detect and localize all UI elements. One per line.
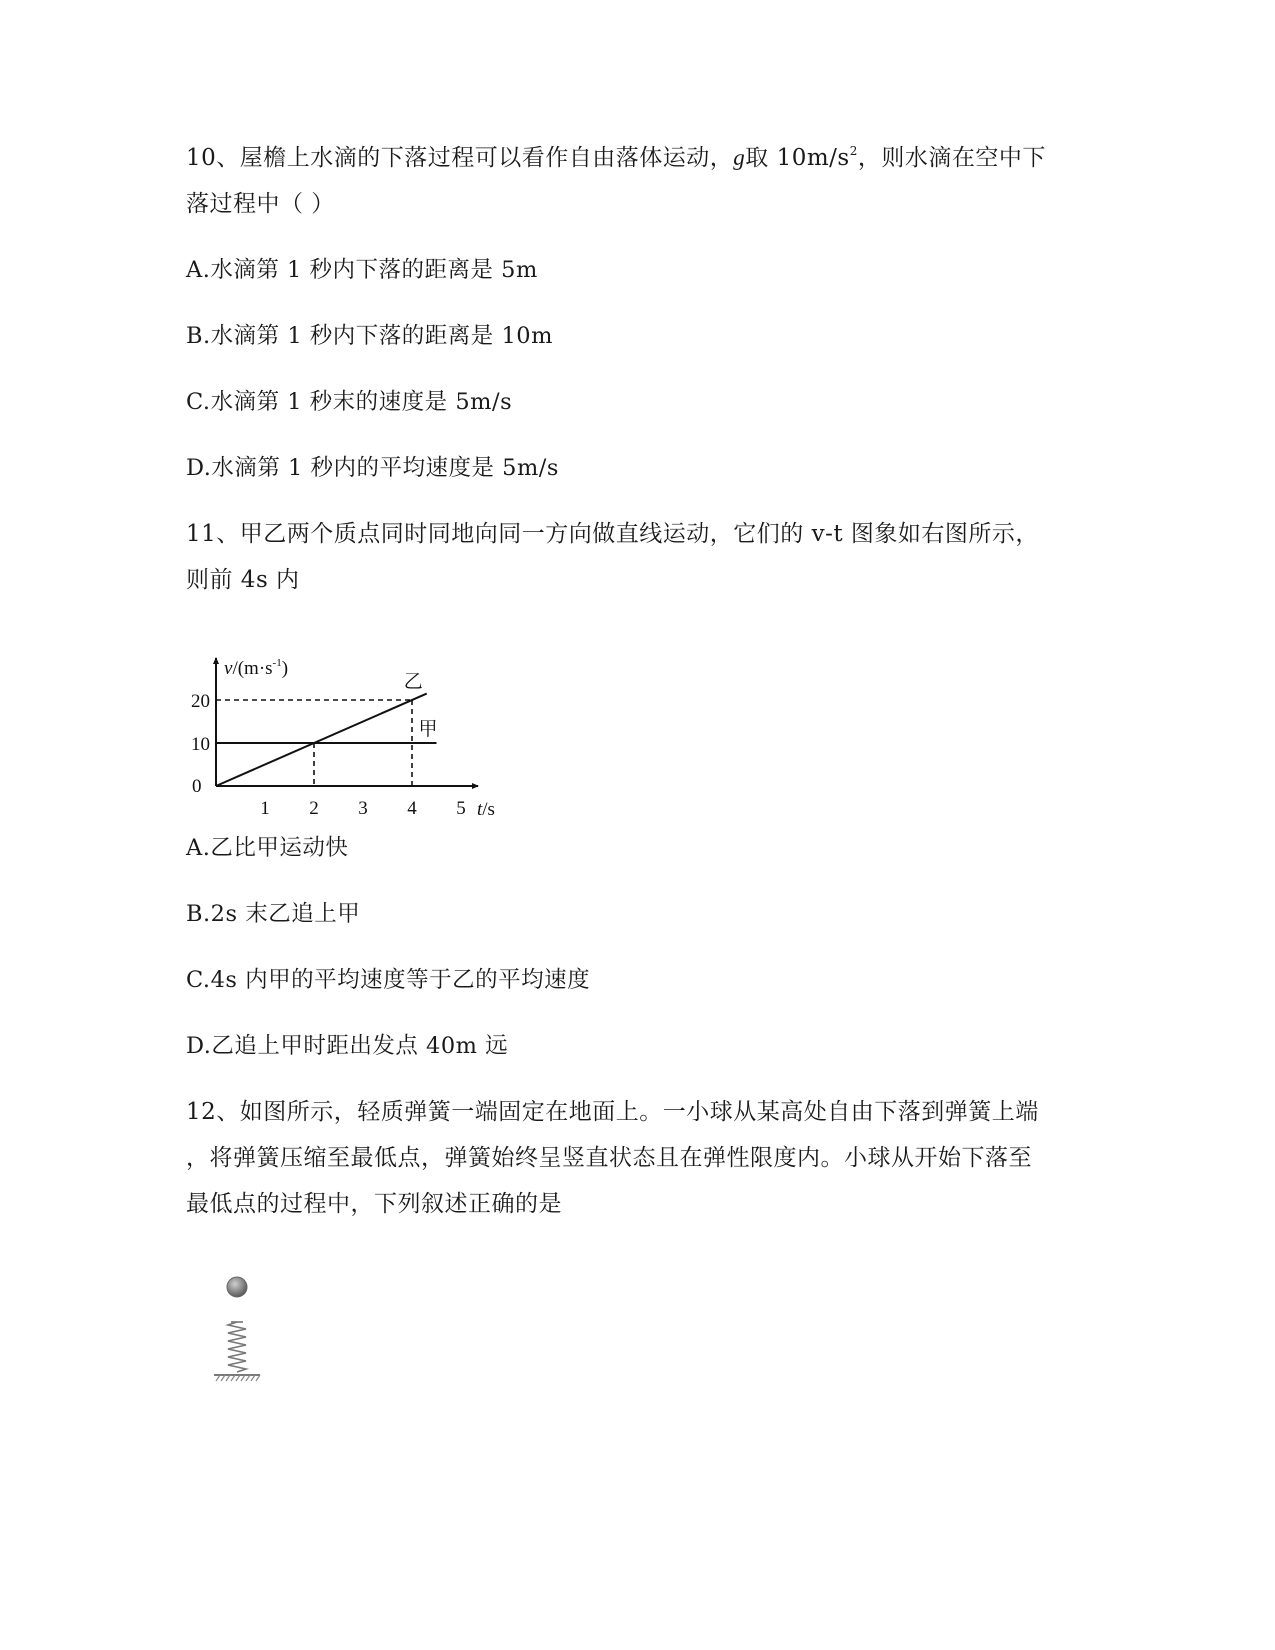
origin-label: 0 bbox=[192, 776, 202, 797]
ball bbox=[227, 1277, 247, 1297]
x-tick-label: 2 bbox=[309, 798, 319, 819]
series-line-1 bbox=[216, 694, 427, 786]
q12-stem-line2: ，将弹簧压缩至最低点，弹簧始终呈竖直状态且在弹性限度内。小球从开始下落至 bbox=[186, 1145, 1032, 1171]
q10-stem-text: 10、屋檐上水滴的下落过程可以看作自由落体运动， bbox=[186, 145, 734, 171]
q11-stem-line2: 则前 4s 内 bbox=[186, 567, 300, 593]
x-axis-label: t/s bbox=[477, 799, 495, 820]
x-tick-label: 1 bbox=[260, 798, 270, 819]
q10-variable-g: g bbox=[733, 145, 746, 170]
q12-stem-line3: 最低点的过程中，下列叙述正确的是 bbox=[186, 1191, 562, 1217]
q11-stem-line1: 11、甲乙两个质点同时同地向同一方向做直线运动，它们的 v-t 图象如右图所示， bbox=[186, 521, 1039, 547]
ground-hatch bbox=[216, 1375, 260, 1381]
q10-stem-line1 bbox=[186, 143, 1046, 173]
q11-option-a[interactable]: A.乙比甲运动快 bbox=[186, 835, 349, 861]
y-tick-label: 20 bbox=[191, 691, 210, 712]
y-tick-label: 10 bbox=[191, 734, 210, 755]
q10-stem-text-end: ，则水滴在空中下 bbox=[857, 145, 1046, 171]
ball-spring-figure bbox=[210, 1270, 270, 1395]
q10-option-a[interactable]: A.水滴第 1 秒内下落的距离是 5m bbox=[186, 257, 538, 283]
q10-option-c[interactable]: C.水滴第 1 秒末的速度是 5m/s bbox=[186, 389, 513, 415]
q10-option-b[interactable]: B.水滴第 1 秒内下落的距离是 10m bbox=[186, 323, 553, 349]
q10-stem-line2: 落过程中（ ） bbox=[186, 191, 335, 217]
series-label-0: 甲 bbox=[418, 719, 438, 740]
q11-option-d[interactable]: D.乙追上甲时距出发点 40m 远 bbox=[186, 1033, 509, 1059]
q11-option-c[interactable]: C.4s 内甲的平均速度等于乙的平均速度 bbox=[186, 967, 591, 993]
vt-chart bbox=[180, 650, 520, 840]
q10-exponent: 2 bbox=[849, 144, 858, 158]
y-axis-label: $v/(m\cdot s^{-1})$ bbox=[224, 657, 289, 679]
x-tick-label: 3 bbox=[358, 798, 368, 819]
q12-stem-line1: 12、如图所示，轻质弹簧一端固定在地面上。一小球从某高处自由下落到弹簧上端 bbox=[186, 1099, 1039, 1125]
x-tick-label: 4 bbox=[407, 798, 417, 819]
series-label-1: 乙 bbox=[403, 671, 423, 693]
spring bbox=[228, 1322, 246, 1372]
q10-option-d[interactable]: D.水滴第 1 秒内的平均速度是 5m/s bbox=[186, 455, 559, 481]
q10-stem-text-mid: 取 10m/s bbox=[745, 145, 850, 171]
q11-option-b[interactable]: B.2s 末乙追上甲 bbox=[186, 901, 361, 927]
x-tick-label: 5 bbox=[456, 798, 466, 819]
